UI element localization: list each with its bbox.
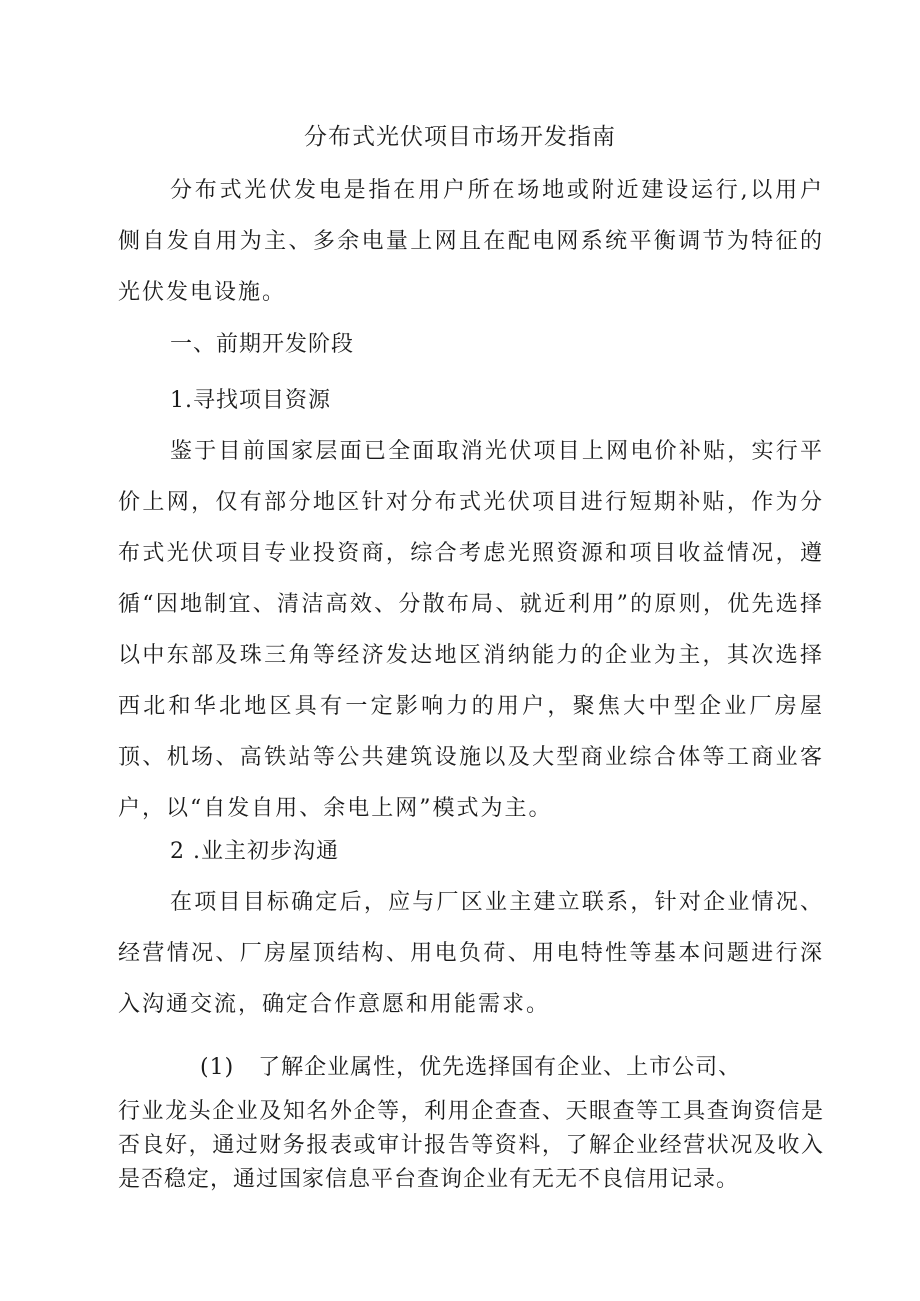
subsection-heading-find-resources: 1.寻找项目资源 [170,388,331,413]
list-item-lead-text: 了解企业属性，优先选择国有企业、上市公司、 [258,1055,742,1080]
list-item-number: (1) [200,1055,235,1080]
enterprise-attributes-paragraph: 行业龙头企业及知名外企等，利用企查查、天眼查等工具查询资信是否良好，通过财务报表或审计报告等资料，了解企业经营状况及收入是否稳定，通过国家信息平台查询企业有无无不良信用记录。 [118,1099,824,1192]
list-item-enterprise-attributes [200,1050,741,1081]
find-resources-paragraph: 鉴于目前国家层面已全面取消光伏项目上网电价补贴，实行平价上网，仅有部分地区针对分布式光伏项目进行短期补贴，作为分布式光伏项目专业投资商，综合考虑光照资源和项目收益情况，遵循“因地制宜、清洁高效、分散布局、就近利用”的原则，优先选择以中东部及珠三角等经济发达地区消纳能力的企业为主，其次选择西北和华北地区具有一定影响力的用户，聚焦大中型企业厂房屋顶、机场、高铁站等公共建筑设施以及大型商业综合体等工商业客户，以“自发自用、余电上网”模式为主。 [118,439,824,821]
document-title: 分布式光伏项目市场开发指南 [304,124,616,150]
owner-communication-paragraph: 在项目目标确定后，应与厂区业主建立联系，针对企业情况、经营情况、厂房屋顶结构、用电负荷、用电特性等基本问题进行深入沟通交流，确定合作意愿和用能需求。 [118,890,824,1017]
subsection-heading-owner-communication: 2 .业主初步沟通 [170,839,339,864]
section-heading-early-development: 一、前期开发阶段 [170,332,355,357]
intro-paragraph: 分布式光伏发电是指在用户所在场地或附近建设运行,以用户侧自发自用为主、多余电量上网且在配电网系统平衡调节为特征的光伏发电设施。 [118,178,824,305]
